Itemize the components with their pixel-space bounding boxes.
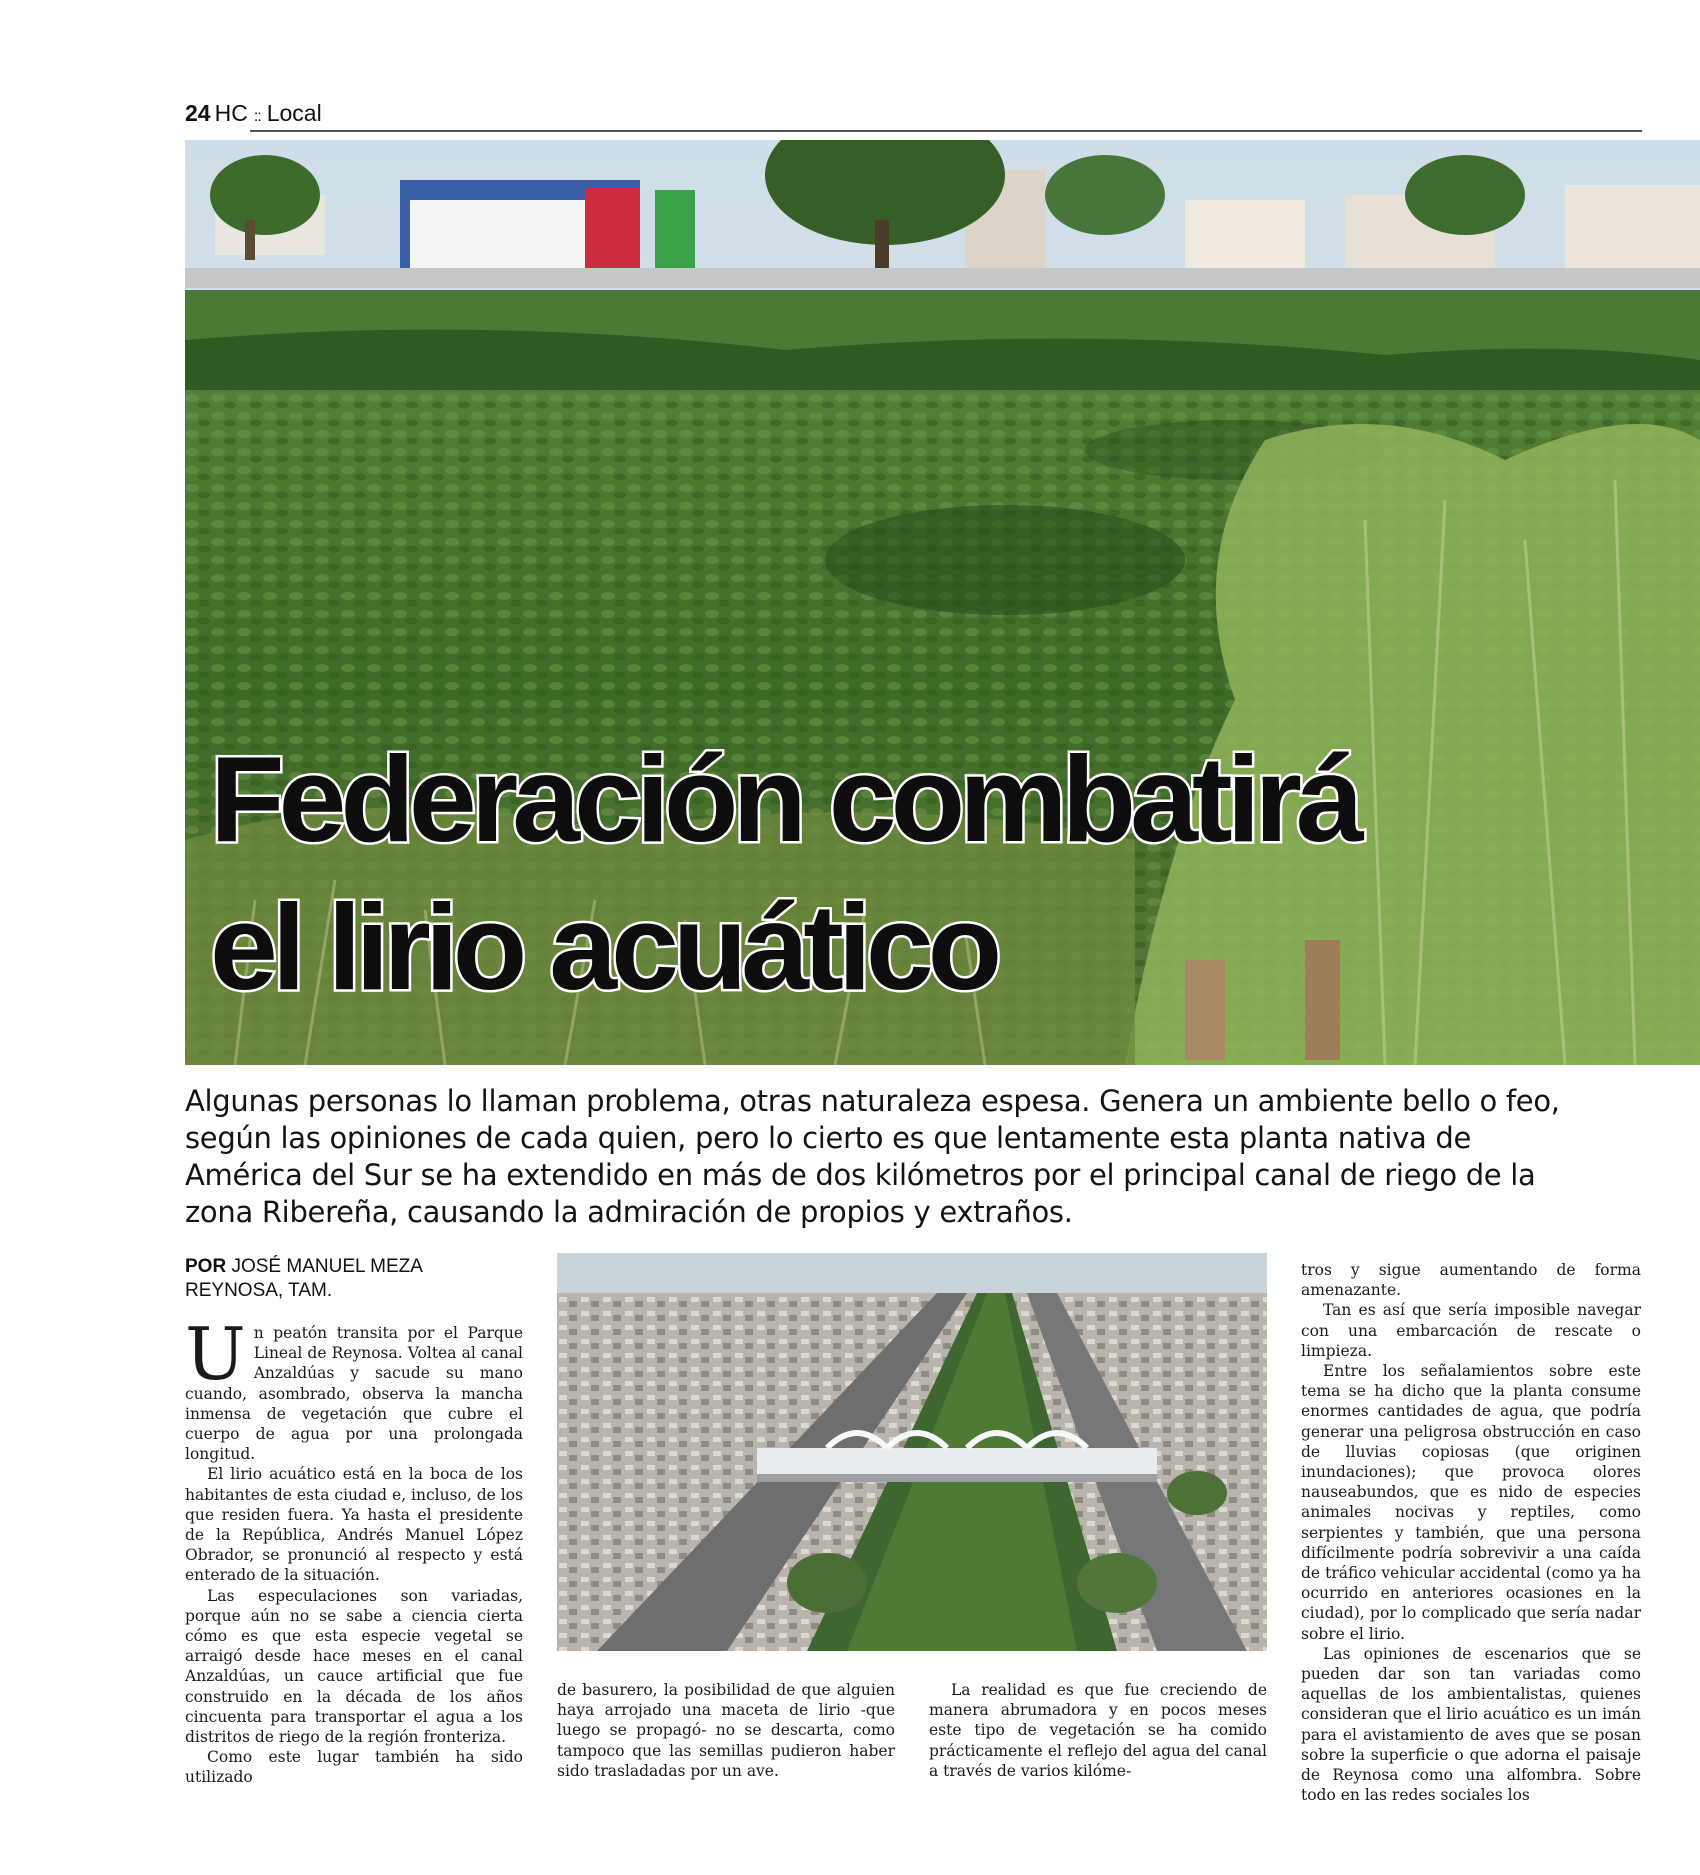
article-paragraph: Como este lugar también ha sido utilizado — [185, 1748, 523, 1787]
byline — [185, 1255, 423, 1303]
drop-cap: U — [185, 1312, 246, 1396]
byline-author: JOSÉ MANUEL MEZA — [231, 1256, 423, 1277]
headline-line-2: el lirio acuático — [210, 879, 997, 1015]
article-column-1 — [185, 1312, 524, 1788]
article-paragraph: Tan es así que sería imposible navegar con una embarcación de rescate o limpieza. — [1301, 1301, 1641, 1360]
page-folio — [185, 100, 322, 132]
byline-label: POR — [185, 1256, 227, 1277]
article-paragraph: Las especulaciones son variadas, porque aún no se sabe a ciencia cierta cómo es que esta especie vegetal se arraigó desde hace meses en el canal Anzaldúas, un cauce artificial que fue construido en la década de los años cincuenta para transportar el agua a los distritos de riego de la región fronteriza. — [185, 1586, 523, 1747]
article-column-4 — [1301, 1260, 1641, 1805]
headline-line-1: Federación combatirá — [210, 731, 1358, 867]
publication-name: HC — [214, 100, 248, 126]
article-paragraph: El lirio acuático está en la boca de los habitantes de esta ciudad e, incluso, de los que residen fuera. Ya hasta el presidente de la República, Andrés Manuel López Obrador, se pronunció al respecto y está enterado de la situación. — [185, 1465, 524, 1585]
aerial-canal-bridge-photo — [557, 1253, 1267, 1651]
article-column-2 — [557, 1680, 895, 1781]
article-paragraph: Un peatón transita por el Parque Lineal de Reynosa. Voltea al canal Anzaldúas y sacude su mano cuando, asombrado, observa la mancha inmensa de vegetación que cubre el cuerpo de agua por una prolongada longitud. — [185, 1312, 523, 1464]
page-number: 24 — [185, 100, 211, 126]
article-paragraph: Las opiniones de escenarios que se pueden dar son tan variadas como aquellas de los ambientalistas, quienes consideran que el lirio acuático es un imán para el avistamiento de aves que se posan sobre la superficie o que adorna el paisaje de Reynosa como una alfombra. Sobre todo en las redes sociales los — [1301, 1644, 1641, 1805]
section-name: Local — [266, 100, 322, 126]
article-deck: Algunas personas lo llaman problema, otras naturaleza espesa. Genera un ambiente bello o feo, según las opiniones de cada quien, pero lo cierto es que lentamente esta planta nativa de América del Sur se ha extendido en más de dos kilómetros por el principal canal de riego de la zona Ribereña, causando la admiración de propios y extraños. — [185, 1084, 1560, 1229]
section-separator: :: — [253, 108, 261, 125]
article-column-3 — [929, 1680, 1267, 1781]
byline-location: REYNOSA, TAM. — [185, 1280, 333, 1301]
headline — [210, 725, 1610, 1021]
article-paragraph: de basurero, la posibilidad de que alguien haya arrojado una maceta de lirio -que luego se propagó- no se descarta, como tampoco que las semillas pudieron haber sido trasladadas por un ave. — [557, 1681, 895, 1780]
header-rule — [250, 130, 1642, 132]
article-paragraph: tros y sigue aumentando de forma amenazante. — [1301, 1261, 1641, 1300]
article-paragraph: La realidad es que fue creciendo de manera abrumadora y en pocos meses este tipo de vegetación se ha comido prácticamente el reflejo del agua del canal a través de varios kilóme- — [929, 1681, 1267, 1780]
article-paragraph: Entre los señalamientos sobre este tema se ha dicho que la planta consume enormes cantidades de agua, que podría generar una peligrosa obstrucción en caso de lluvias copiosas (que originen inundaciones); que provoca olores nauseabundos, que es nido de especies animales nocivas y reptiles, como serpientes y también, que una persona difícilmente podría sobrevivir a una caída de tráfico vehicular accidental (como ya ha ocurrido en anteriores ocasiones en la ciudad), por lo complicado que sería nadar sobre el lirio. — [1301, 1362, 1641, 1643]
